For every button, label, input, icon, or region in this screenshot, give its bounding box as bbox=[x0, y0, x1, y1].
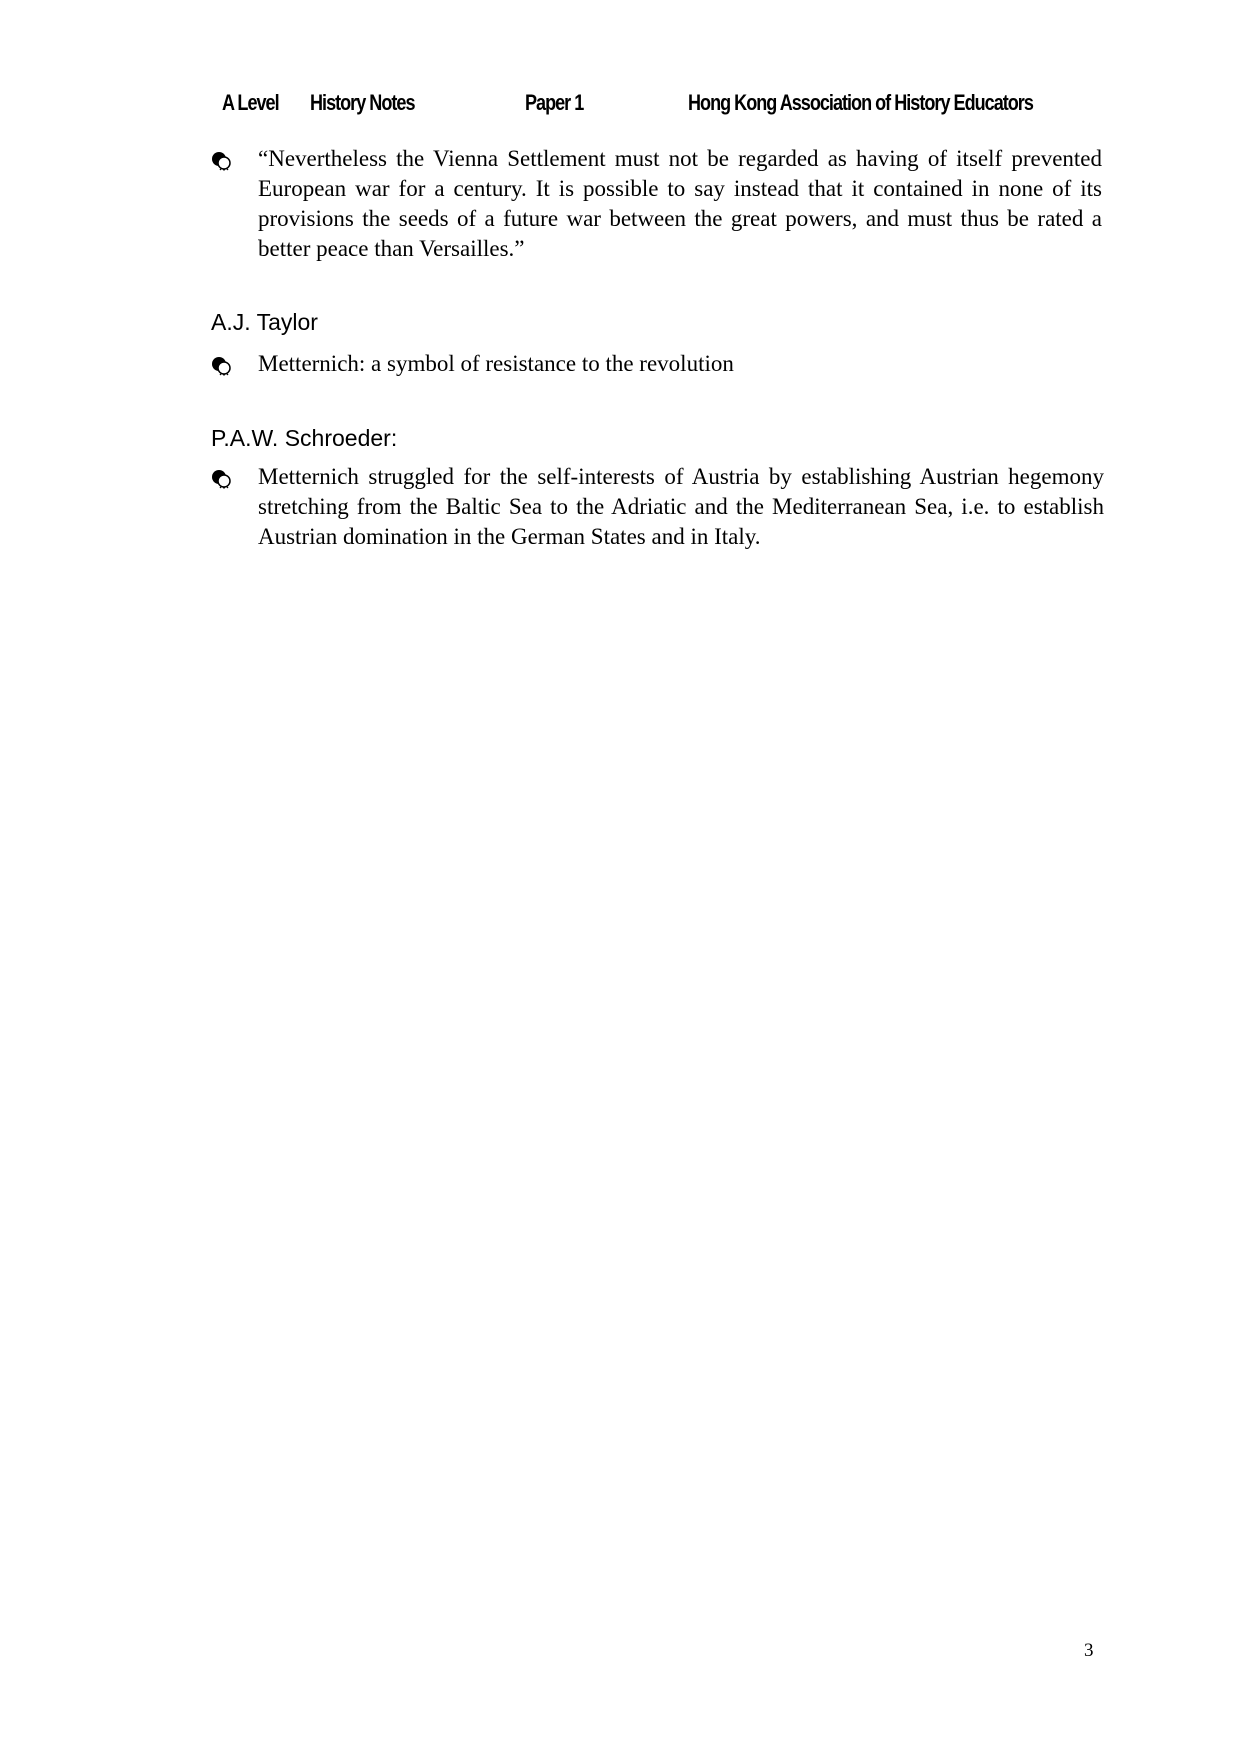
header-subject: History Notes bbox=[310, 90, 415, 115]
schroeder-point: Metternich struggled for the self-interests of Austria by establishing Austrian hegemony stretching from the Baltic Sea to the Adriatic and the Mediterranean Sea, i.e. to establish Austrian domination in the German States and in Italy. bbox=[258, 464, 1104, 549]
author-heading: A.J. Taylor bbox=[211, 309, 318, 335]
header-paper: Paper 1 bbox=[525, 90, 584, 115]
taylor-point: Metternich: a symbol of resistance to the revolution bbox=[258, 351, 734, 376]
author-heading: P.A.W. Schroeder: bbox=[211, 425, 398, 451]
faces-bullet-icon bbox=[210, 150, 232, 172]
faces-bullet-icon bbox=[210, 355, 232, 377]
faces-bullet-icon bbox=[210, 468, 232, 490]
header-organization: Hong Kong Association of History Educators bbox=[688, 90, 1033, 115]
quote-paragraph: “Nevertheless the Vienna Settlement must not be regarded as having of itself prevented European war for a century. It is possible to say instead that it contained in none of its provisions the seeds of a future war between the great powers, and must thus be rated a better peace than Versailles.” bbox=[258, 146, 1102, 261]
header-level: A Level bbox=[222, 90, 279, 115]
page-number: 3 bbox=[1084, 1640, 1094, 1661]
